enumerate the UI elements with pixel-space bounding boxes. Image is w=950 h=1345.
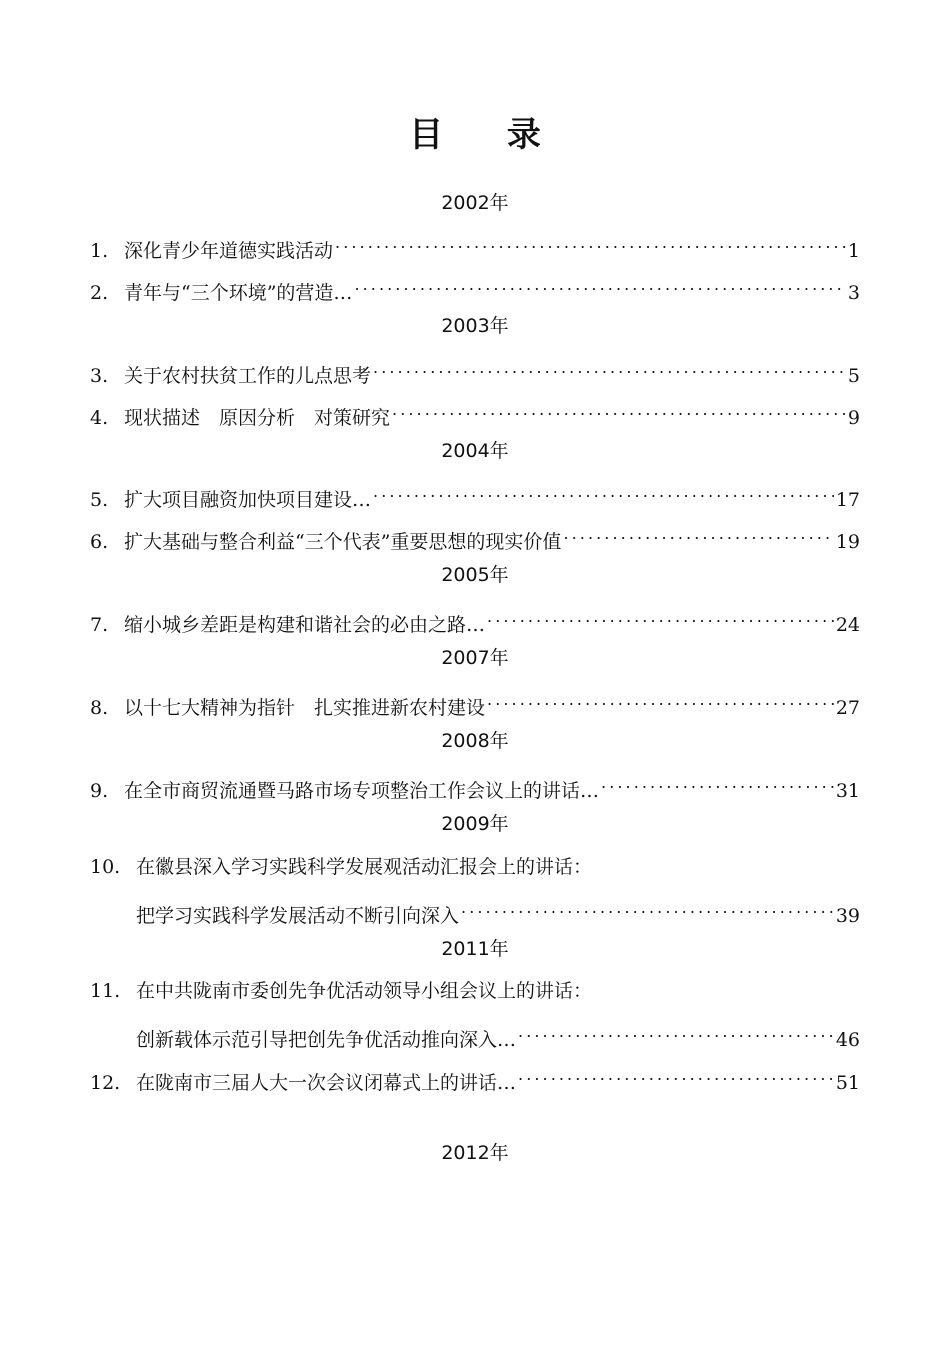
year-heading-2009: 2009年 [441, 813, 509, 835]
entry-title: 现状描述 原因分析 对策研究 [124, 407, 391, 429]
year-heading-2003: 2003年 [441, 315, 509, 337]
toc-title: 目 录 [409, 115, 567, 155]
entry-subtitle: 创新载体示范引导把创先争优活动推向深入… [136, 1029, 517, 1051]
year-heading-2005: 2005年 [441, 564, 509, 586]
toc-entry-2[interactable] [90, 271, 860, 304]
entry-number: 5. [90, 489, 109, 511]
entry-page-number: 24 [835, 614, 860, 636]
entry-number: 2. [90, 282, 109, 304]
year-heading-2007: 2007年 [441, 647, 509, 669]
toc-entry-6[interactable] [90, 520, 860, 553]
entry-page-number: 51 [835, 1072, 860, 1094]
entry-number: 11. [90, 980, 121, 1002]
entry-title: 缩小城乡差距是构建和谐社会的必由之路… [124, 614, 486, 636]
entry-title: 关于农村扶贫工作的儿点思考 [124, 365, 372, 387]
toc-entry-8[interactable] [90, 686, 860, 719]
entry-page-number: 9 [847, 407, 860, 429]
entry-number: 7. [90, 614, 109, 636]
entry-page-number: 3 [847, 282, 860, 304]
entry-number: 3. [90, 365, 109, 387]
entry-title: 在全市商贸流通暨马路市场专项整治工作会议上的讲话… [124, 780, 600, 802]
entry-title: 深化青少年道德实践活动 [124, 240, 334, 262]
toc-entry-5[interactable] [90, 478, 860, 511]
toc-entry-9[interactable] [90, 769, 860, 802]
toc-entry-4[interactable] [90, 396, 860, 429]
entry-number: 9. [90, 780, 109, 802]
dot-leader [601, 769, 834, 797]
dot-leader [392, 396, 846, 424]
entry-number: 4. [90, 407, 109, 429]
dot-leader [461, 894, 834, 922]
toc-entry-12[interactable] [90, 1061, 860, 1094]
entry-title: 在徽县深入学习实践科学发展观活动汇报会上的讲话： [136, 856, 593, 878]
entry-page-number: 19 [835, 531, 860, 553]
entry-title: 扩大项目融资加快项目建设… [124, 489, 372, 511]
entry-number: 12. [90, 1072, 121, 1094]
year-heading-2004: 2004年 [441, 440, 509, 462]
entry-title: 在中共陇南市委创先争优活动领导小组会议上的讲话： [136, 980, 593, 1002]
dot-leader [373, 478, 834, 506]
dot-leader [487, 603, 834, 631]
entry-number: 8. [90, 697, 109, 719]
toc-entry-7[interactable] [90, 603, 860, 636]
entry-page-number: 5 [847, 365, 860, 387]
entry-page-number: 39 [835, 905, 860, 927]
year-heading-2012: 2012年 [441, 1142, 509, 1164]
entry-title: 在陇南市三届人大一次会议闭幕式上的讲话… [136, 1072, 517, 1094]
entry-title: 扩大基础与整合利益“三个代表”重要思想的现实价值 [124, 531, 562, 553]
dot-leader [487, 686, 834, 714]
dot-leader [563, 520, 833, 548]
entry-number: 1. [90, 240, 109, 262]
entry-title: 以十七大精神为指针 扎实推进新农村建设 [124, 697, 486, 719]
toc-entry-10[interactable] [136, 894, 860, 927]
toc-entry-11-line1[interactable] [90, 977, 592, 1005]
dot-leader [518, 1018, 834, 1046]
toc-entry-3[interactable] [90, 354, 860, 387]
entry-page-number: 1 [847, 240, 860, 262]
dot-leader [354, 271, 845, 299]
toc-entry-1[interactable] [90, 229, 860, 262]
entry-title: 青年与“三个环境”的营造… [124, 282, 353, 304]
toc-entry-10-line1[interactable] [90, 853, 592, 881]
dot-leader [373, 354, 846, 382]
entry-page-number: 46 [835, 1029, 860, 1051]
entry-number: 6. [90, 531, 109, 553]
entry-page-number: 27 [835, 697, 860, 719]
entry-subtitle: 把学习实践科学发展活动不断引向深入 [136, 905, 460, 927]
dot-leader [335, 229, 846, 257]
year-heading-2008: 2008年 [441, 730, 509, 752]
entry-page-number: 17 [835, 489, 860, 511]
entry-page-number: 31 [835, 780, 860, 802]
year-heading-2011: 2011年 [441, 938, 509, 960]
toc-entry-11[interactable] [136, 1018, 860, 1051]
entry-number: 10. [90, 856, 121, 878]
dot-leader [518, 1061, 834, 1089]
year-heading-2002: 2002年 [441, 192, 509, 214]
